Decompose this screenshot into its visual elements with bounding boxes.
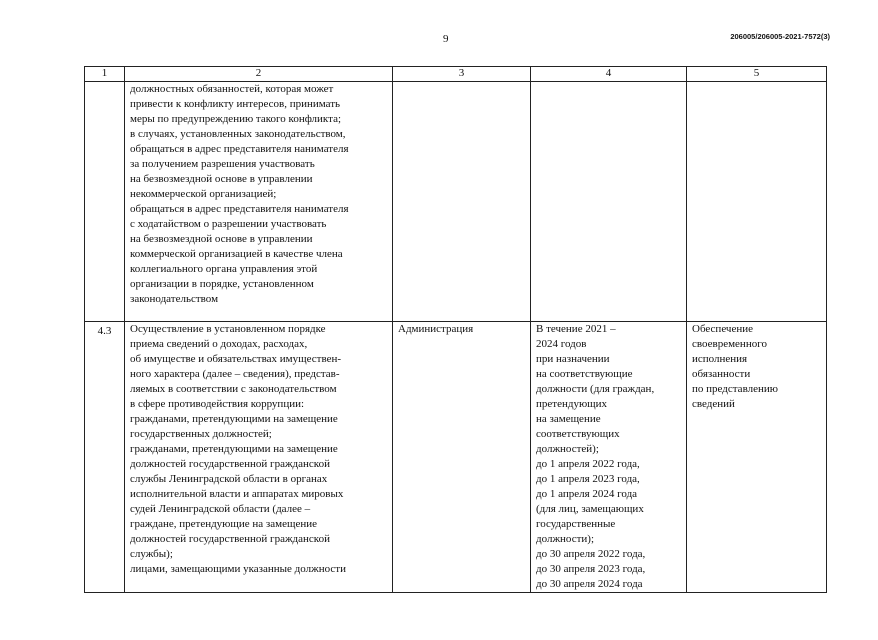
- result-cell: [687, 322, 827, 593]
- text-line: лицами, замещающими указанные должности: [130, 563, 346, 575]
- text-line: ного характера (далее – сведения), представ-: [130, 368, 340, 380]
- row-number-cell: [85, 82, 125, 322]
- text-line: некоммерческой организацией;: [130, 188, 277, 200]
- executor-cell: [393, 82, 531, 322]
- text-line: исполнительной власти и аппаратах мировых: [130, 488, 344, 500]
- text-line: в случаях, установленных законодательством,: [130, 128, 346, 140]
- text-line: до 30 апреля 2023 года,: [536, 563, 646, 575]
- deadline-cell: [531, 322, 687, 593]
- text-line: до 1 апреля 2023 года,: [536, 473, 640, 485]
- measure-cell: [125, 82, 393, 322]
- text-line: на безвозмездной основе в управлении: [130, 233, 313, 245]
- text-line: приема сведений о доходах, расходах,: [130, 338, 308, 350]
- text-line: на безвозмездной основе в управлении: [130, 173, 313, 185]
- text-line: государственных должностей;: [130, 428, 272, 440]
- text-line: до 30 апреля 2024 года: [536, 578, 643, 590]
- column-header-5: 5: [687, 67, 827, 82]
- table-row-4-3: [85, 322, 827, 593]
- text-line: обращаться в адрес представителя нанимателя: [130, 143, 349, 155]
- text-line: Осуществление в установленном порядке: [130, 323, 326, 335]
- text-line: исполнения: [692, 353, 748, 365]
- measure-cell: [125, 322, 393, 593]
- column-header-2: 2: [125, 67, 393, 82]
- text-line: граждане, претендующие на замещение: [130, 518, 317, 530]
- text-line: должностей государственной гражданской: [130, 533, 330, 545]
- text-line: меры по предупреждению такого конфликта;: [130, 113, 342, 125]
- table-row-continuation: [85, 82, 827, 322]
- text-line: на соответствующие: [536, 368, 633, 380]
- text-line: с ходатайством о разрешении участвовать: [130, 218, 327, 230]
- text-line: организации в порядке, установленном: [130, 278, 314, 290]
- text-line: гражданами, претендующими на замещение: [130, 443, 338, 455]
- text-line: судей Ленинградской области (далее –: [130, 503, 311, 515]
- column-header-1: 1: [85, 67, 125, 82]
- text-line: службы);: [130, 548, 173, 560]
- text-line: до 1 апреля 2024 года: [536, 488, 638, 500]
- text-line: по представлению: [692, 383, 778, 395]
- text-line: ляемых в соответствии с законодательством: [130, 383, 337, 395]
- text-line: (для лиц, замещающих: [536, 503, 644, 515]
- result-cell: [687, 82, 827, 322]
- text-line: сведений: [692, 398, 735, 410]
- text-line: на замещение: [536, 413, 601, 425]
- text-line: соответствующих: [536, 428, 620, 440]
- text-line: до 30 апреля 2022 года,: [536, 548, 646, 560]
- text-line: В течение 2021 –: [536, 323, 616, 335]
- text-line: до 1 апреля 2022 года,: [536, 458, 640, 470]
- text-line: обращаться в адрес представителя нанимателя: [130, 203, 349, 215]
- text-line: должности (для граждан,: [536, 383, 655, 395]
- text-line: законодательством: [130, 293, 219, 305]
- document-code: 206005/206005-2021-7572(3): [730, 32, 830, 41]
- text-line: в сфере противодействия коррупции:: [130, 398, 305, 410]
- text-line: привести к конфликту интересов, принимать: [130, 98, 341, 110]
- text-line: должностных обязанностей, которая может: [130, 83, 334, 95]
- text-line: Обеспечение: [692, 323, 753, 335]
- column-header-4: 4: [531, 67, 687, 82]
- row-number-cell: 4.3: [85, 322, 125, 593]
- text-line: должностей государственной гражданской: [130, 458, 330, 470]
- text-line: коммерческой организацией в качестве члена: [130, 248, 343, 260]
- table-header-row: [85, 67, 827, 82]
- column-header-3: 3: [393, 67, 531, 82]
- text-line: коллегиального органа управления этой: [130, 263, 318, 275]
- text-line: 2024 годов: [536, 338, 587, 350]
- measures-table: [84, 66, 827, 593]
- text-line: гражданами, претендующими на замещение: [130, 413, 338, 425]
- text-line: своевременного: [692, 338, 767, 350]
- text-line: за получением разрешения участвовать: [130, 158, 315, 170]
- text-line: государственные: [536, 518, 616, 530]
- text-line: при назначении: [536, 353, 610, 365]
- page-number: 9: [443, 33, 449, 45]
- deadline-cell: [531, 82, 687, 322]
- text-line: должности);: [536, 533, 594, 545]
- text-line: претендующих: [536, 398, 608, 410]
- executor-cell: Администрация: [393, 322, 531, 593]
- text-line: обязанности: [692, 368, 751, 380]
- text-line: службы Ленинградской области в органах: [130, 473, 328, 485]
- text-line: должностей);: [536, 443, 599, 455]
- text-line: об имуществе и обязательствах имуществен-: [130, 353, 342, 365]
